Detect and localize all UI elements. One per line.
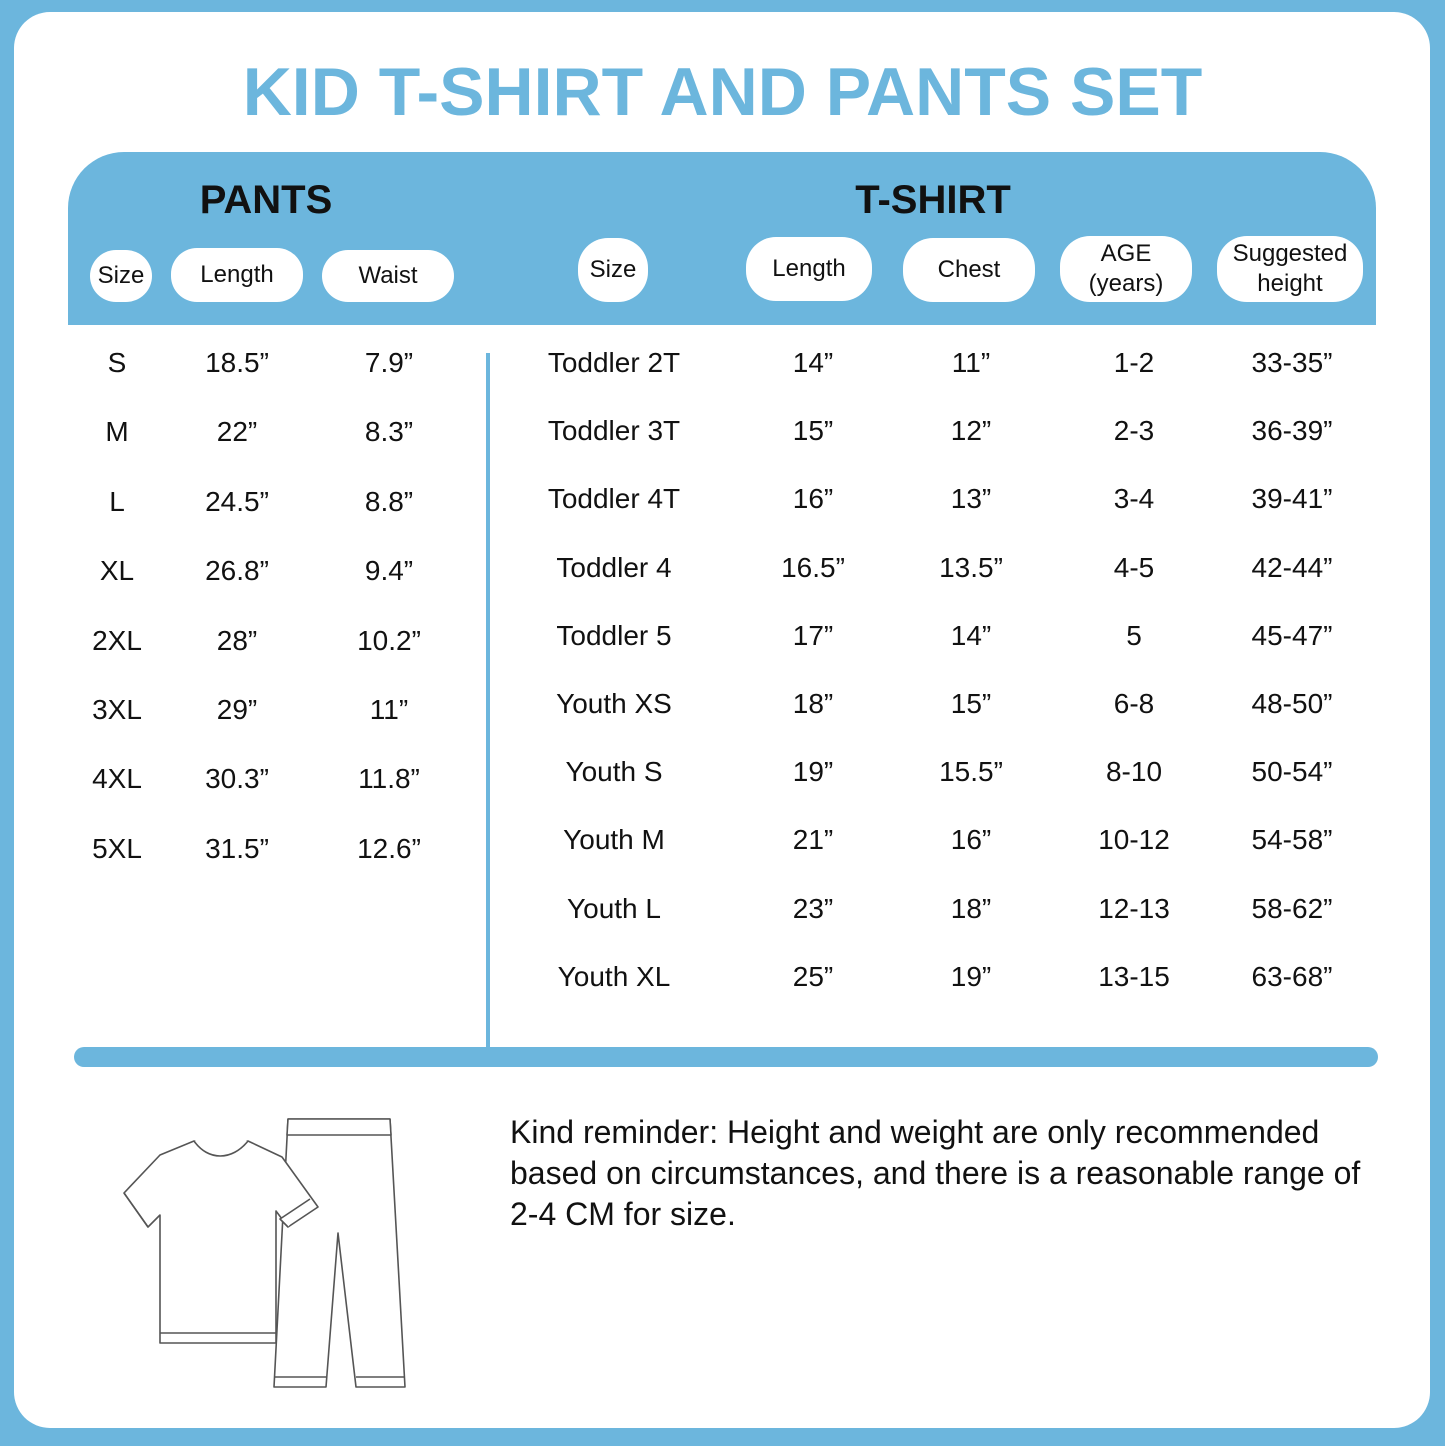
tshirt-header-age: AGE (years) (1060, 236, 1192, 302)
pants-length-cell: 18.5” (205, 347, 269, 378)
pants-length-cell: 22” (216, 416, 258, 448)
pants-waist-cell: 11.8” (358, 763, 420, 795)
kind-reminder-text: Kind reminder: Height and weight are only recommended based on circumstances, and there is a reasonable range of 2-4 CM for size. (510, 1114, 1361, 1232)
tshirt-length-cell: 25” (792, 960, 834, 992)
tshirt-and-pants-illustration (120, 1115, 420, 1397)
tshirt-length-cell: 17” (792, 619, 834, 651)
tshirt-age-cell: 2-3 (1113, 415, 1155, 447)
pants-waist-cell: 8.3” (364, 416, 414, 448)
tshirt-size-cell: Youth XL (557, 960, 671, 992)
tshirt-header-length: Length (746, 237, 872, 301)
tshirt-length-cell: 18” (792, 688, 834, 719)
pants-waist-cell: 7.9” (364, 347, 414, 378)
pants-size-cell: M (105, 416, 129, 448)
tshirt-chest-cell: 12” (950, 415, 992, 447)
tshirt-chest-cell: 13” (950, 483, 992, 515)
tshirt-chest-cell: 15.5” (939, 756, 1003, 788)
tshirt-length-cell: 16” (792, 483, 834, 515)
garment-illustration (120, 1115, 420, 1402)
tshirt-age-cell: 3-4 (1113, 483, 1155, 515)
tshirt-chest-cell: 18” (950, 892, 992, 924)
page-title: KID T-SHIRT AND PANTS SET (242, 54, 1203, 130)
pants-section-title: PANTS (199, 178, 333, 222)
tshirt-length-cell: 14” (792, 347, 834, 378)
tshirt-age-cell: 6-8 (1113, 688, 1155, 719)
pants-waist-cell: 12.6” (357, 832, 421, 864)
pants-size-cell: 2XL (92, 624, 142, 656)
tshirt-size-cell: Toddler 2T (547, 347, 681, 378)
column-divider-gap (486, 325, 490, 353)
tshirt-chest-cell: 14” (950, 619, 992, 651)
tshirt-length-cell: 15” (792, 415, 834, 447)
tshirt-size-cell: Youth L (567, 892, 661, 924)
pants-length-cell: 28” (216, 624, 258, 656)
pants-size-cell: 4XL (92, 763, 142, 795)
pants-size-cell: S (107, 347, 127, 378)
tshirt-size-cell: Toddler 5 (556, 619, 672, 651)
pants-length-cell: 26.8” (205, 555, 269, 587)
tshirt-size-cell: Youth XS (556, 688, 672, 719)
tshirt-section-title: T-SHIRT (855, 178, 1011, 222)
tshirt-height-cell: 63-68” (1251, 960, 1333, 992)
pants-header-length: Length (171, 248, 303, 302)
tshirt-header-height: Suggested height (1217, 236, 1363, 302)
pants-waist-cell: 9.4” (364, 555, 414, 587)
tshirt-age-cell: 13-15 (1098, 960, 1170, 992)
tshirt-height-cell: 48-50” (1251, 688, 1333, 719)
tshirt-height-cell: 36-39” (1251, 415, 1333, 447)
tshirt-size-cell: Toddler 4T (547, 483, 681, 515)
tshirt-age-cell: 5 (1126, 619, 1142, 651)
pants-size-cell: 5XL (92, 832, 142, 864)
pants-length-cell: 31.5” (205, 832, 269, 864)
tshirt-age-cell: 10-12 (1098, 824, 1170, 856)
pants-header-waist: Waist (322, 250, 454, 302)
section-divider-bar (74, 1047, 1378, 1067)
tshirt-chest-cell: 11” (951, 347, 991, 378)
tshirt-chest-cell: 15” (950, 688, 992, 719)
tshirt-height-cell: 33-35” (1251, 347, 1333, 378)
tshirt-size-cell: Toddler 3T (547, 415, 681, 447)
pants-size-cell: 3XL (92, 694, 142, 725)
tshirt-height-cell: 58-62” (1251, 892, 1333, 924)
pants-waist-cell: 8.8” (364, 485, 414, 517)
column-divider (486, 152, 490, 1048)
tshirt-size-cell: Youth S (565, 756, 663, 788)
tshirt-age-cell: 4-5 (1113, 551, 1155, 583)
tshirt-size-cell: Youth M (563, 824, 665, 856)
tshirt-chest-cell: 16” (950, 824, 992, 856)
tshirt-age-cell: 8-10 (1105, 756, 1163, 788)
tshirt-height-cell: 50-54” (1251, 756, 1333, 788)
pants-size-cell: XL (99, 555, 135, 587)
tshirt-chest-cell: 13.5” (939, 551, 1003, 583)
tshirt-length-cell: 23” (792, 892, 834, 924)
tshirt-length-cell: 16.5” (781, 551, 845, 583)
tshirt-header-size: Size (578, 238, 648, 302)
tshirt-length-cell: 21” (792, 824, 834, 856)
pants-size-cell: L (109, 485, 125, 517)
tshirt-height-cell: 42-44” (1251, 551, 1333, 583)
pants-outline-icon (274, 1119, 405, 1387)
tshirt-length-cell: 19” (792, 756, 834, 788)
tshirt-size-cell: Toddler 4 (556, 551, 672, 583)
pants-length-cell: 24.5” (205, 485, 269, 517)
tshirt-header-chest: Chest (903, 238, 1035, 302)
pants-waist-cell: 10.2” (357, 624, 421, 656)
tshirt-age-cell: 12-13 (1098, 892, 1170, 924)
tshirt-age-cell: 1-2 (1113, 347, 1155, 378)
pants-waist-cell: 11” (369, 694, 409, 725)
pants-header-size: Size (90, 250, 152, 302)
tshirt-height-cell: 54-58” (1251, 824, 1333, 856)
tshirt-chest-cell: 19” (950, 960, 992, 992)
tshirt-height-cell: 39-41” (1251, 483, 1333, 515)
pants-length-cell: 30.3” (205, 763, 269, 795)
pants-length-cell: 29” (216, 694, 258, 725)
tshirt-height-cell: 45-47” (1251, 619, 1333, 651)
